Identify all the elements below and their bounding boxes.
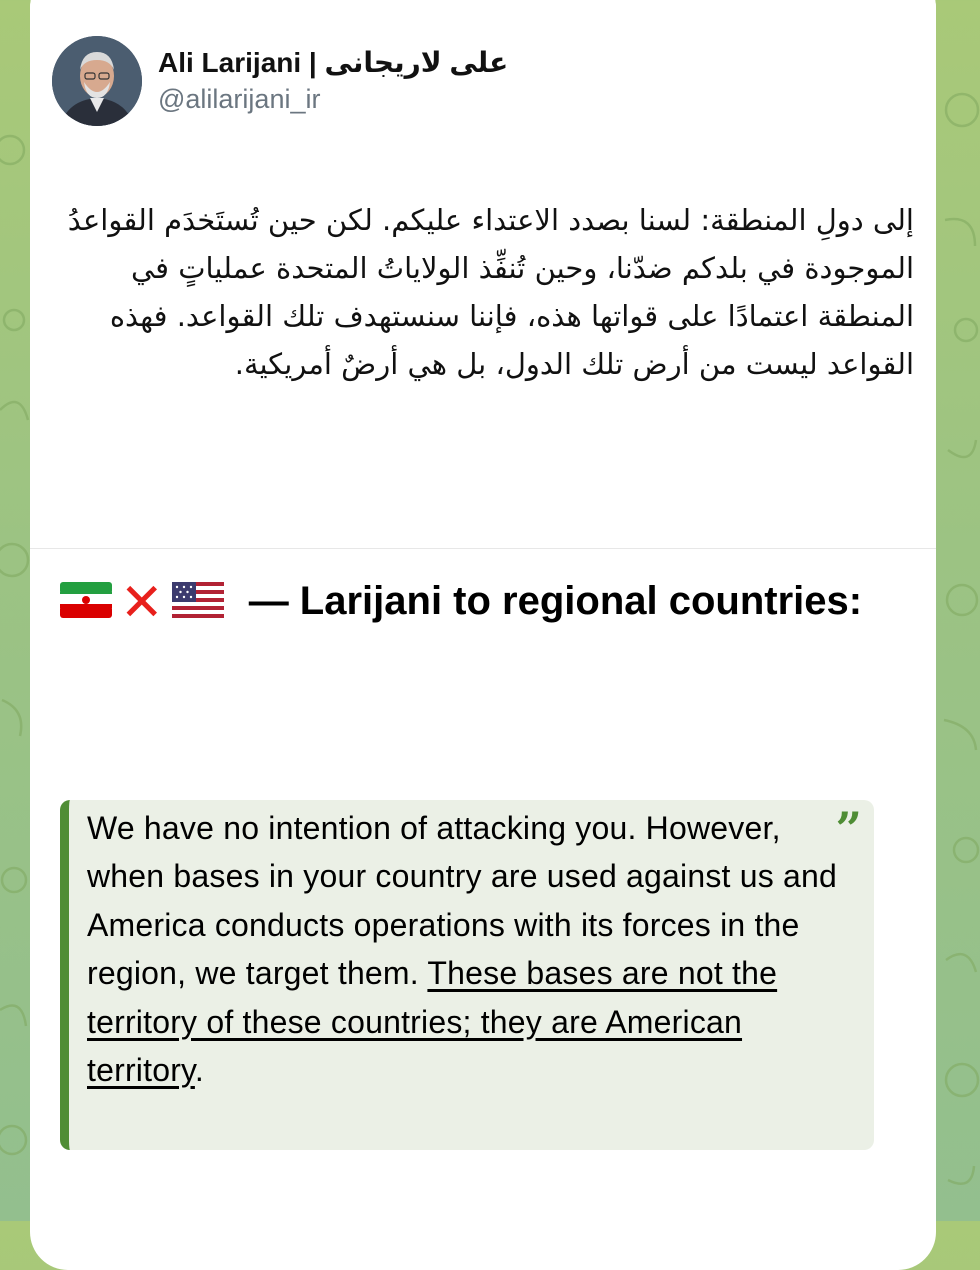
tweet-embed[interactable] — [30, 0, 936, 549]
author-avatar[interactable] — [52, 36, 142, 126]
headline-text: — Larijani to regional countries: — [237, 579, 863, 623]
message-headline — [60, 570, 880, 632]
author-name[interactable]: Ali Larijani | علی لاریجانی — [158, 47, 509, 78]
iran-flag-icon — [60, 582, 112, 618]
red-x-icon: ✕ — [120, 574, 164, 632]
us-flag-icon — [172, 582, 224, 618]
quote-mark-icon: ” — [835, 802, 862, 856]
quote-text-plain: We have no intention of attacking you. However, when bases in your country are used against us and America conducts operations with its forces in the region, we target them. — [87, 810, 838, 992]
blockquote-text — [87, 804, 847, 1094]
quote-text-end: . — [194, 1052, 204, 1089]
message-bubble — [30, 0, 936, 1270]
blockquote — [60, 800, 874, 1150]
person-portrait-icon — [52, 36, 142, 126]
author-handle[interactable]: @alilarijani_ir — [158, 84, 321, 114]
tweet-text: إلى دولِ المنطقة: لسنا بصدد الاعتداء عليكم. لكن حين تُستَخدَم القواعدُ الموجودة في بلدكم ضدّنا، وحين تُنفِّذ الولاياتُ المتحدة عملياتٍ في المنطقة اعتمادًا على قواتها هذه، فإننا سنستهدف تلك القواعد. فهذه القواعد ليست من أرض تلك الدول، بل هي أرضٌ أمريكية. — [67, 203, 914, 381]
quote-text-underlined: These bases are not the territory of these countries; they are American territory — [87, 955, 778, 1089]
